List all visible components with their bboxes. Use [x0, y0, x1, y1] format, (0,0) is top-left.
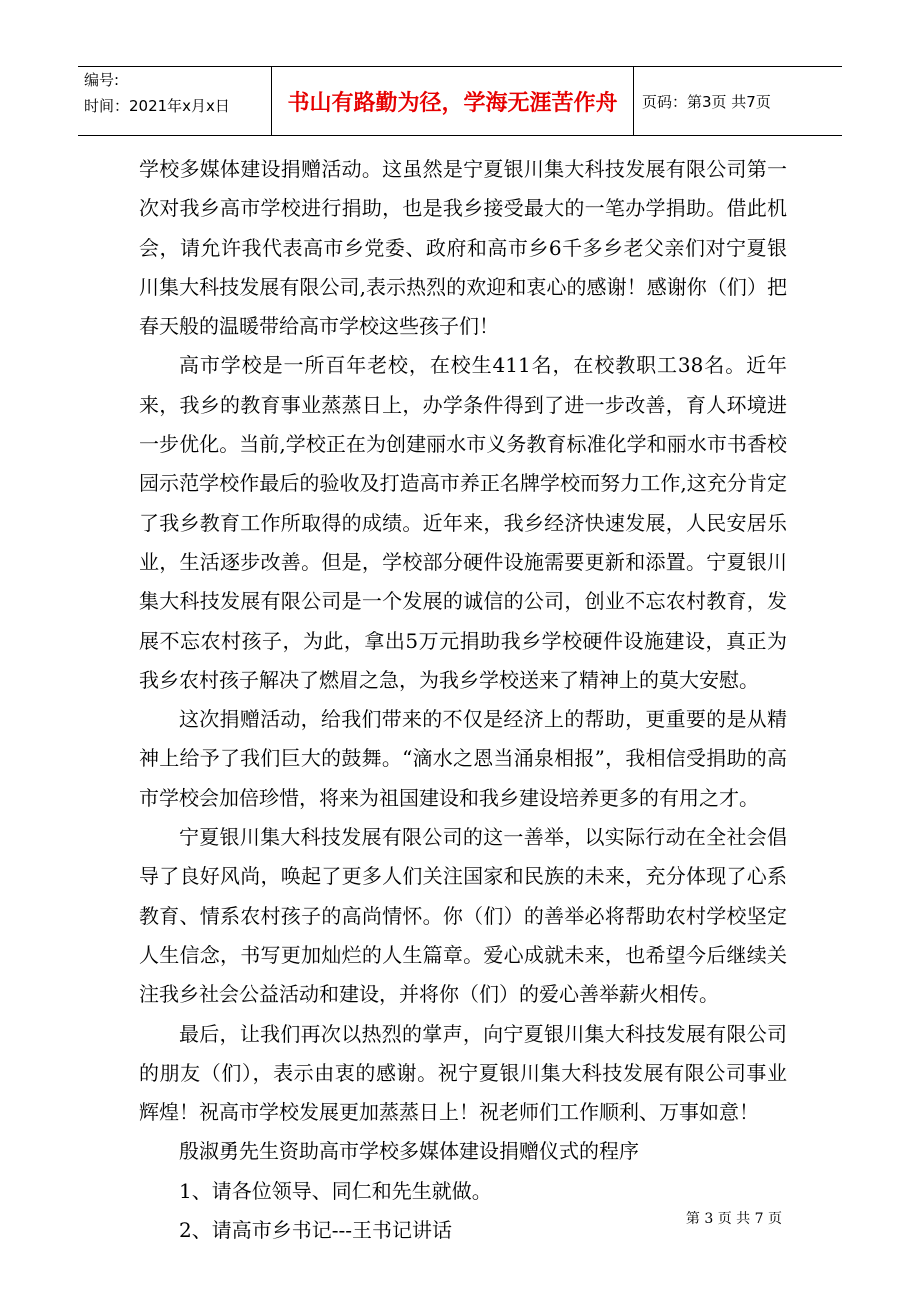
- program-title: 殷淑勇先生资助高市学校多媒体建设捐赠仪式的程序: [179, 1139, 639, 1164]
- page-footer: 第 3 页 共 7 页: [685, 1211, 782, 1227]
- page-header: [78, 66, 842, 136]
- header-meta: [78, 67, 272, 135]
- header-motto: 书山有路勤为径，学海无涯苦作舟: [272, 67, 634, 135]
- document-body: [139, 150, 787, 1250]
- paragraph-1: 学校多媒体建设捐赠活动。这虽然是宁夏银川集大科技发展有限公司第一次对我乡高市学校进行捐助，也是我乡接受最大的一笔办学捐助。借此机会，请允许我代表高市乡党委、政府和高市乡6千多乡老父亲们对宁夏银川集大科技发展有限公司,表示热烈的欢迎和衷心的感谢！感谢你（们）把春天般的温暖带给高市学校这些孩子们！: [139, 157, 787, 339]
- paragraph-2: 高市学校是一所百年老校，在校生411名，在校教职工38名。近年来，我乡的教育事业蒸蒸日上，办学条件得到了进一步改善，育人环境进一步优化。当前,学校正在为创建丽水市义务教育标准化学和丽水市书香校园示范学校作最后的验收及打造高市养正名牌学校而努力工作,这充分肯定了我乡教育工作所取得的成绩。近年来，我乡经济快速发展，人民安居乐业，生活逐步改善。但是，学校部分硬件设施需要更新和添置。宁夏银川集大科技发展有限公司是一个发展的诚信的公司，创业不忘农村教育，发展不忘农村孩子，为此，拿出5万元捐助我乡学校硬件设施建设，真正为我乡农村孩子解决了燃眉之急，为我乡学校送来了精神上的莫大安慰。: [139, 353, 787, 692]
- document-number-label: 编号:: [84, 71, 120, 89]
- paragraph-4: 宁夏银川集大科技发展有限公司的这一善举，以实际行动在全社会倡导了良好风尚，唤起了更多人们关注国家和民族的未来，充分体现了心系教育、情系农村孩子的高尚情怀。你（们）的善举必将帮助农村学校坚定人生信念，书写更加灿烂的人生篇章。爱心成就未来，也希望今后继续关注我乡社会公益活动和建设，并将你（们）的爱心善举薪火相传。: [139, 825, 787, 1007]
- header-page-code: 页码：第3页 共7页: [642, 92, 771, 111]
- program-item: 1、请各位领导、同仁和先生就做。: [179, 1178, 492, 1203]
- paragraph-5: 最后，让我们再次以热烈的掌声，向宁夏银川集大科技发展有限公司的朋友（们），表示由衷的感谢。祝宁夏银川集大科技发展有限公司事业辉煌！祝高市学校发展更加蒸蒸日上！祝老师们工作顺利、万事如意！: [139, 1021, 787, 1125]
- paragraph-3: 这次捐赠活动，给我们带来的不仅是经济上的帮助，更重要的是从精神上给予了我们巨大的鼓舞。“滴水之恩当涌泉相报”，我相信受捐助的高市学校会加倍珍惜，将来为祖国建设和我乡建设培养更多的有用之才。: [139, 707, 787, 810]
- document-date: 时间：2021年x月x日: [84, 97, 230, 115]
- program-item: 2、请高市乡书记---王书记讲话: [179, 1218, 452, 1243]
